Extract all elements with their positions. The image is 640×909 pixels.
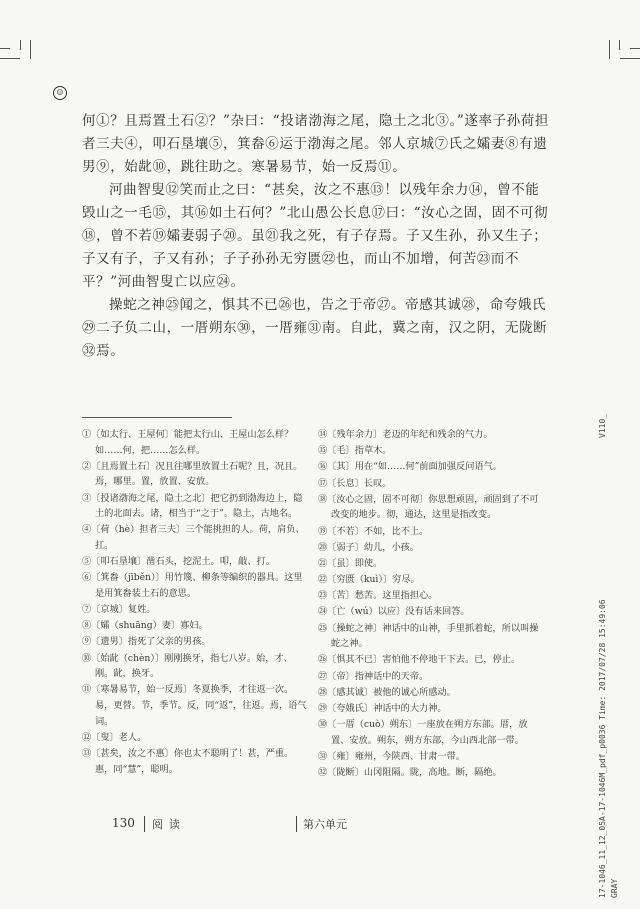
paragraph-3: 操蛇之神㉕闻之，惧其不已㉖也，告之于帝㉗。帝感其诚㉘，命夸娥氏㉙二子负二山，一厝朔东㉚，一厝雍㉛南。自此，冀之南，汉之阴，无陇断㉜焉。 — [82, 297, 548, 359]
footnote: ⑪〔寒暑易节，始一反焉〕冬夏换季，才往返一次。易，更替。节，季节。反，同“返”，往返。焉，语气词。 — [82, 684, 307, 727]
footnote: ㉑〔虽〕即使。 — [318, 557, 383, 569]
crop-mark — [620, 58, 640, 59]
footnote: ㉓〔苦〕愁苦。这里指担心。 — [318, 590, 438, 602]
footnote: ②〔且焉置土石〕况且往哪里放置土石呢？且，况且。焉，哪里。置，放置、安放。 — [82, 460, 303, 488]
slug-top: V110_ — [598, 413, 607, 438]
crop-mark — [20, 40, 21, 50]
crop-mark — [619, 40, 620, 50]
footnote: ⑰〔长息〕长叹。 — [318, 477, 392, 489]
section-label: 阅读 — [152, 818, 186, 831]
footnote: ㉜〔陇断〕山冈阻隔。陇，高地。断，隔绝。 — [318, 767, 502, 779]
footnote: ㉒〔穷匮（kuì）〕穷尽。 — [318, 574, 420, 586]
footnote: ④〔荷（hè）担者三夫〕三个能挑担的人。荷，肩负、扛。 — [82, 524, 305, 551]
footnote: ⑳〔弱子〕幼儿，小孩。 — [318, 541, 420, 553]
crop-mark — [630, 48, 640, 49]
footer-divider — [144, 816, 145, 832]
footnote: ⑲〔不若〕不如，比不上。 — [318, 525, 429, 537]
page-marker-icon: ☺ — [53, 86, 67, 100]
footnote: ㉘〔感其诚〕被他的诚心所感动。 — [318, 686, 456, 698]
footnote: ㉙〔夸娥氏〕神话中的大力神。 — [318, 703, 447, 714]
slug-gray: GRAY — [610, 878, 619, 898]
page-footer — [82, 816, 552, 840]
paragraph-1: 何①？且焉置土石②？”杂曰：“投诸渤海之尾，隐土之北③。”遂率子孙荷担者三夫④，叩石垦壤⑤，箕畚⑥运于渤海之尾。邻人京城⑦氏之孀妻⑧有遗男⑨，始龀⑩，跳往助之。寒暑易节，始一反焉⑪。 — [82, 113, 549, 175]
footnote: ⑮〔毛〕指草木。 — [318, 445, 392, 457]
footnote: ㉖〔惧其不已〕害怕他不停地干下去。已，停止。 — [318, 654, 521, 666]
footnote: ⑨〔遗男〕指死了父亲的男孩。 — [82, 636, 211, 648]
footnote: ⑭〔残年余力〕老迈的年纪和残余的气力。 — [318, 429, 493, 440]
crop-mark — [609, 40, 610, 59]
unit-label: 第六单元 — [303, 818, 347, 831]
crop-mark — [0, 58, 20, 59]
footnote-divider — [82, 417, 232, 418]
crop-mark — [0, 48, 10, 49]
main-text — [82, 110, 550, 363]
footnote: ㉔〔亡（wú）以应〕没有话来回答。 — [318, 606, 470, 618]
footnote: ⑥〔箕畚（jīběn）〕用竹篾、柳条等编织的器具。这里是用箕畚装土石的意思。 — [82, 572, 303, 599]
footnote: ⑯〔其〕用在“如……何”前面加强反问语气。 — [318, 461, 502, 473]
footnote: ⑬〔甚矣，汝之不惠〕你也太不聪明了！甚，严重。惠，同“慧”，聪明。 — [82, 748, 294, 775]
footnote: ⑫〔叟〕老人。 — [82, 731, 147, 743]
crop-mark — [30, 40, 31, 59]
footnote: ③〔投诸渤海之尾，隐土之北〕把它扔到渤海边上，隐土的北面去。诸，相当于“之于”。隐土，古地名。 — [82, 492, 303, 520]
footnotes-right — [318, 427, 543, 781]
footnote: ①〔如太行、王屋何〕能把太行山、王屋山怎么样？如……何，把……怎么样。 — [82, 429, 294, 456]
slug-bottom: 17-1046_11_12_05A-17-1046M_pdf_p0036 Time: 2017/07/28 15:49:06 — [598, 599, 607, 898]
footnote: ㉕〔操蛇之神〕神话中的山神，手里抓着蛇，所以叫操蛇之神。 — [318, 622, 539, 650]
footnote: ㉛〔雍〕雍州，今陕西、甘肃一带。 — [318, 750, 465, 762]
footnote: ㉚〔一厝（cuò）朔东〕一座放在朔方东部。厝，放置、安放。朔东，朔方东部，今山西北部一带。 — [318, 719, 528, 746]
footer-divider — [296, 816, 297, 832]
footnotes-left — [82, 427, 307, 778]
paragraph-2: 河曲智叟⑫笑而止之曰：“甚矣，汝之不惠⑬！以残年余力⑭，曾不能毁山之一毛⑮，其⑯如土石何？”北山愚公长息⑰曰：“汝心之固，固不可彻⑱，曾不若⑲孀妻弱子⑳。虽㉑我之死，有子存焉。子又生孙，孙又生子；子又有子，子又有孙；子子孙孙无穷匮㉒也，而山不加增，何苦㉓而不平？”河曲智叟亡以应㉔。 — [82, 182, 549, 290]
footnote: ⑦〔京城〕复姓。 — [82, 604, 156, 616]
footnote: ⑩〔始龀（chèn）〕刚刚换牙，指七八岁。始，才、刚。龀，换牙。 — [82, 652, 293, 680]
footnote: ⑱〔汝心之固，固不可彻〕你思想顽固，顽固到了不可改变的地步。彻，通达，这里是指改变。 — [318, 493, 539, 521]
page-number: 130 — [112, 816, 135, 830]
footnote: ⑤〔叩石垦壤〕凿石头，挖泥土。叩，敲、打。 — [82, 556, 275, 568]
footnote: ⑧〔孀（shuāng）妻〕寡妇。 — [82, 620, 208, 632]
footnote: ㉗〔帝〕指神话中的天帝。 — [318, 670, 429, 682]
print-slug — [592, 413, 632, 905]
